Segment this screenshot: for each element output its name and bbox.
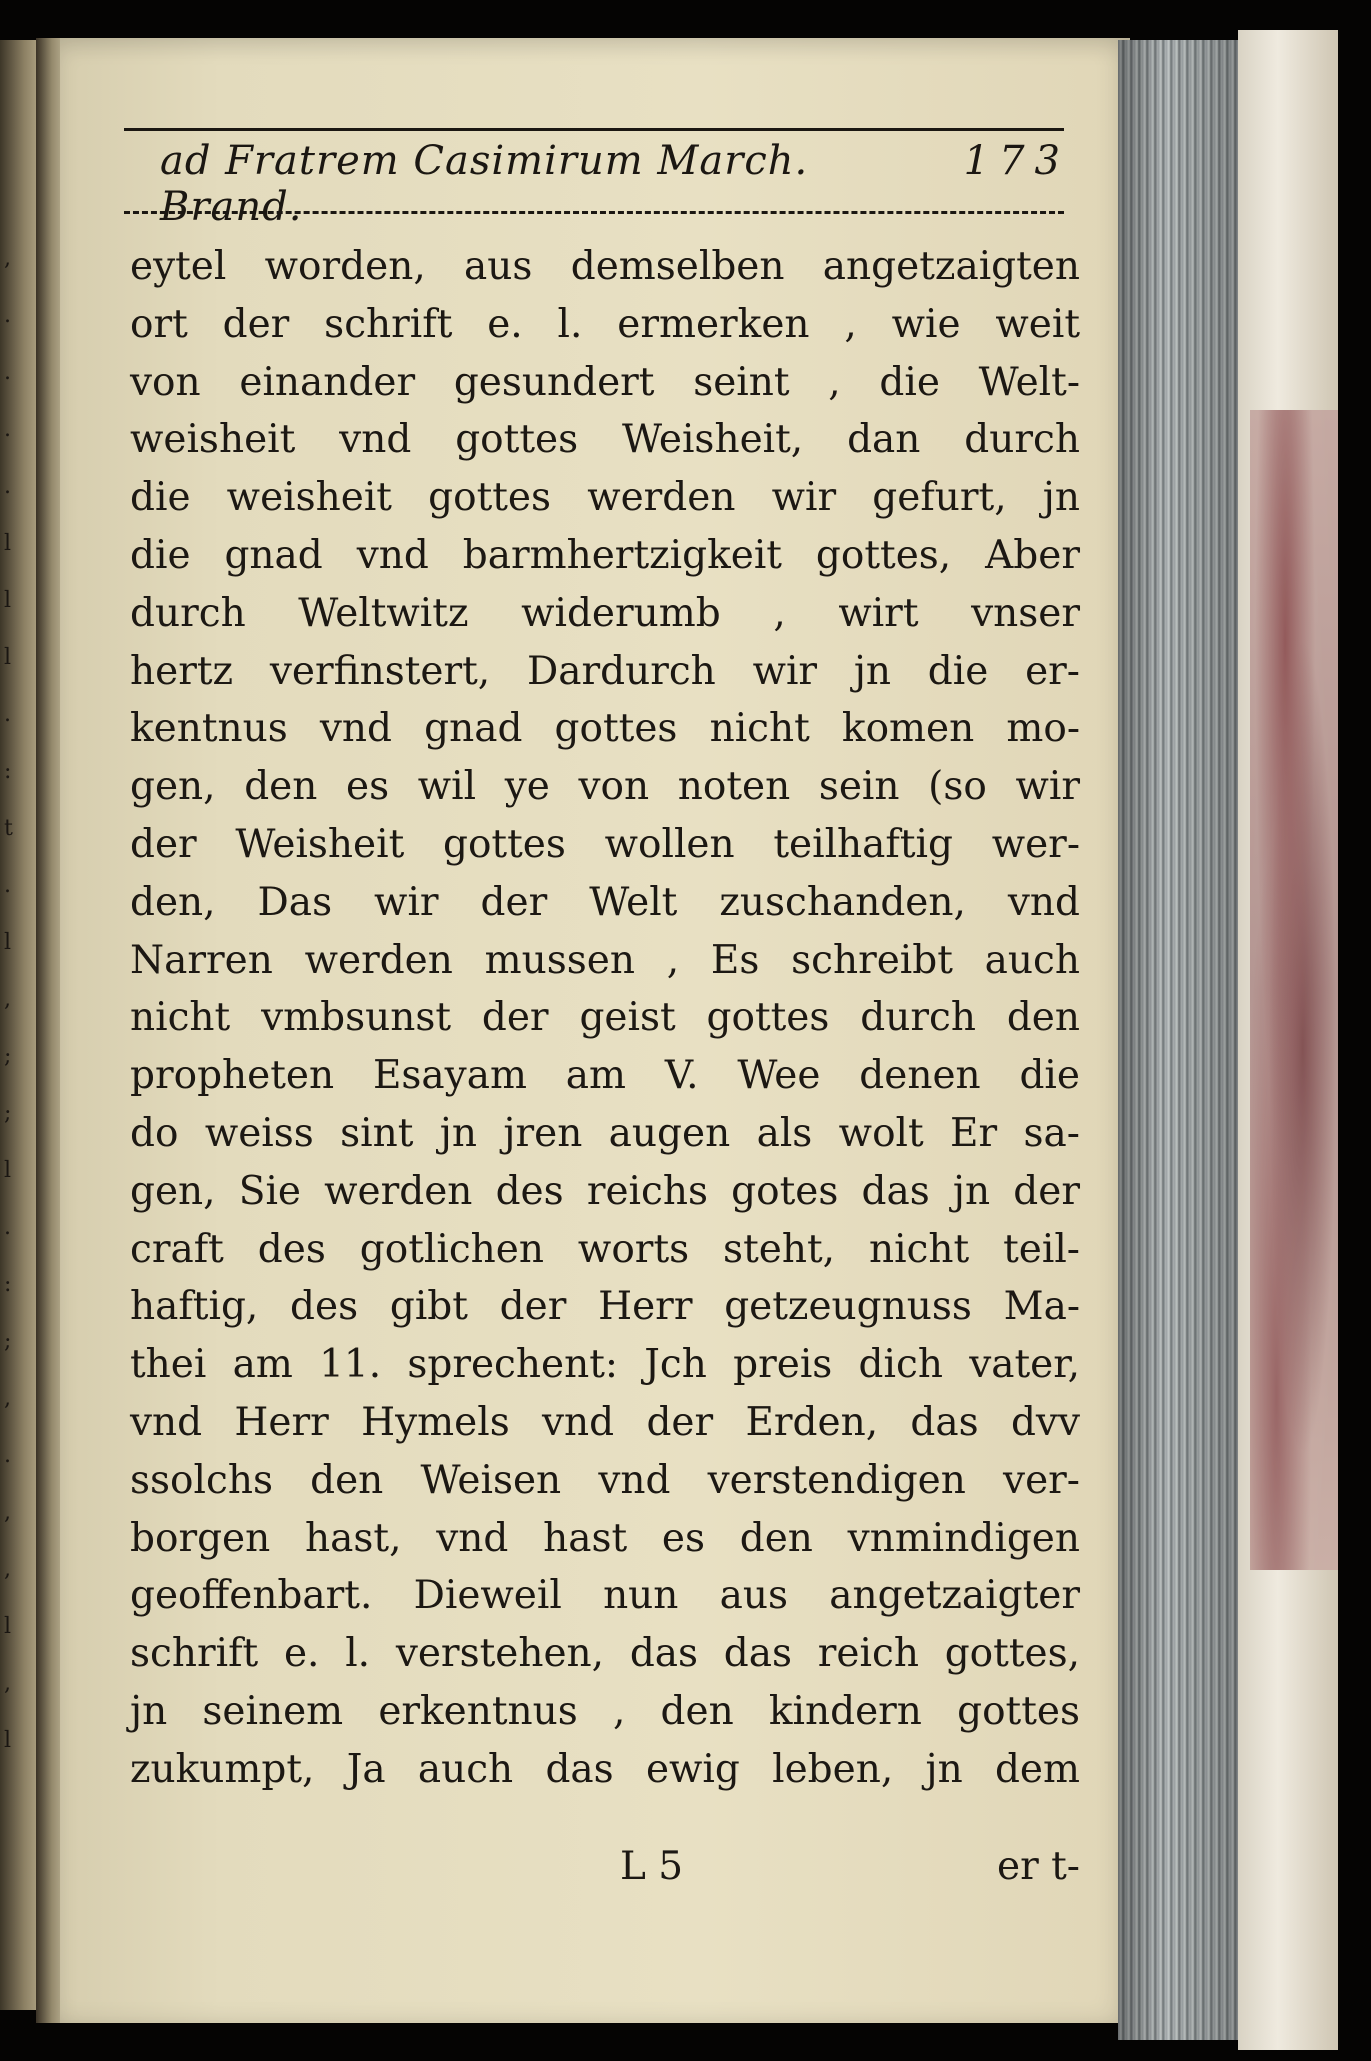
text-line: hertz verfinstert, Dardurch wir jn die er- (130, 648, 1080, 694)
text-line: jn seinem erkentnus , den kindern gottes (130, 1688, 1080, 1734)
text-line: ssolchs den Weisen vnd verstendigen ver- (130, 1457, 1080, 1503)
text-line: haftig, des gibt der Herr getzeugnuss Ma- (130, 1284, 1080, 1330)
text-line: borgen hast, vnd hast es den vnmindigen (130, 1515, 1080, 1561)
text-line: die gnad vnd barmhertzigkeit gottes, Aber (130, 532, 1080, 578)
text-line: geoffenbart. Dieweil nun aus angetzaigter (130, 1573, 1080, 1619)
signature-mark: L 5 (620, 1844, 684, 1889)
header-rule-top (124, 128, 1064, 131)
text-line: Narren werden mussen , Es schreibt auch (130, 937, 1080, 983)
text-line: zukumpt, Ja auch das ewig leben, jn dem (130, 1746, 1080, 1792)
catchword: er t- (997, 1844, 1080, 1889)
text-line: thei am 11. sprechent: Jch preis dich vater, (130, 1342, 1080, 1388)
running-header (160, 138, 1070, 230)
text-line: craft des gotlichen worts steht, nicht teil- (130, 1226, 1080, 1272)
text-line: vnd Herr Hymels vnd der Erden, das dvv (130, 1399, 1080, 1445)
book-page (60, 38, 1130, 2023)
text-line: eytel worden, aus demselben angetzaigten (130, 244, 1080, 289)
running-title: ad Fratrem Casimirum March. Brand. (160, 138, 809, 230)
body-text (130, 238, 1080, 1799)
text-line: weisheit vnd gottes Weisheit, dan durch (130, 417, 1080, 463)
previous-page-marks: , . . . . l l l . : t . l , ; ; l . : ; , . , , l , l (4, 246, 13, 1753)
text-line: durch Weltwitz widerumb , wirt vnser (130, 590, 1080, 636)
header-rule-bottom (124, 211, 1064, 214)
text-line: ort der schrift e. l. ermerken , wie weit (130, 301, 1080, 347)
text-line: der Weisheit gottes wollen teilhaftig wer- (130, 821, 1080, 867)
text-line: nicht vmbsunst der geist gottes durch den (130, 995, 1080, 1041)
marbled-endpaper (1250, 410, 1338, 1570)
text-line: von einander gesundert seint , die Welt- (130, 359, 1080, 405)
text-line: do weiss sint jn jren augen als wolt Er sa- (130, 1110, 1080, 1156)
text-line: den, Das wir der Welt zuschanden, vnd (130, 879, 1080, 925)
fore-edge-shadow (1118, 40, 1238, 2040)
page-number: 173 (963, 138, 1070, 184)
text-line: propheten Esayam am V. Wee denen die (130, 1053, 1080, 1099)
text-line: die weisheit gottes werden wir gefurt, jn (130, 475, 1080, 521)
text-line: gen, den es wil ye von noten sein (so wir (130, 764, 1080, 810)
text-line: kentnus vnd gnad gottes nicht komen mo- (130, 706, 1080, 752)
text-line: gen, Sie werden des reichs gotes das jn der (130, 1168, 1080, 1214)
text-line: schrift e. l. verstehen, das das reich gottes, (130, 1631, 1080, 1677)
page-footer (620, 1844, 1080, 1904)
